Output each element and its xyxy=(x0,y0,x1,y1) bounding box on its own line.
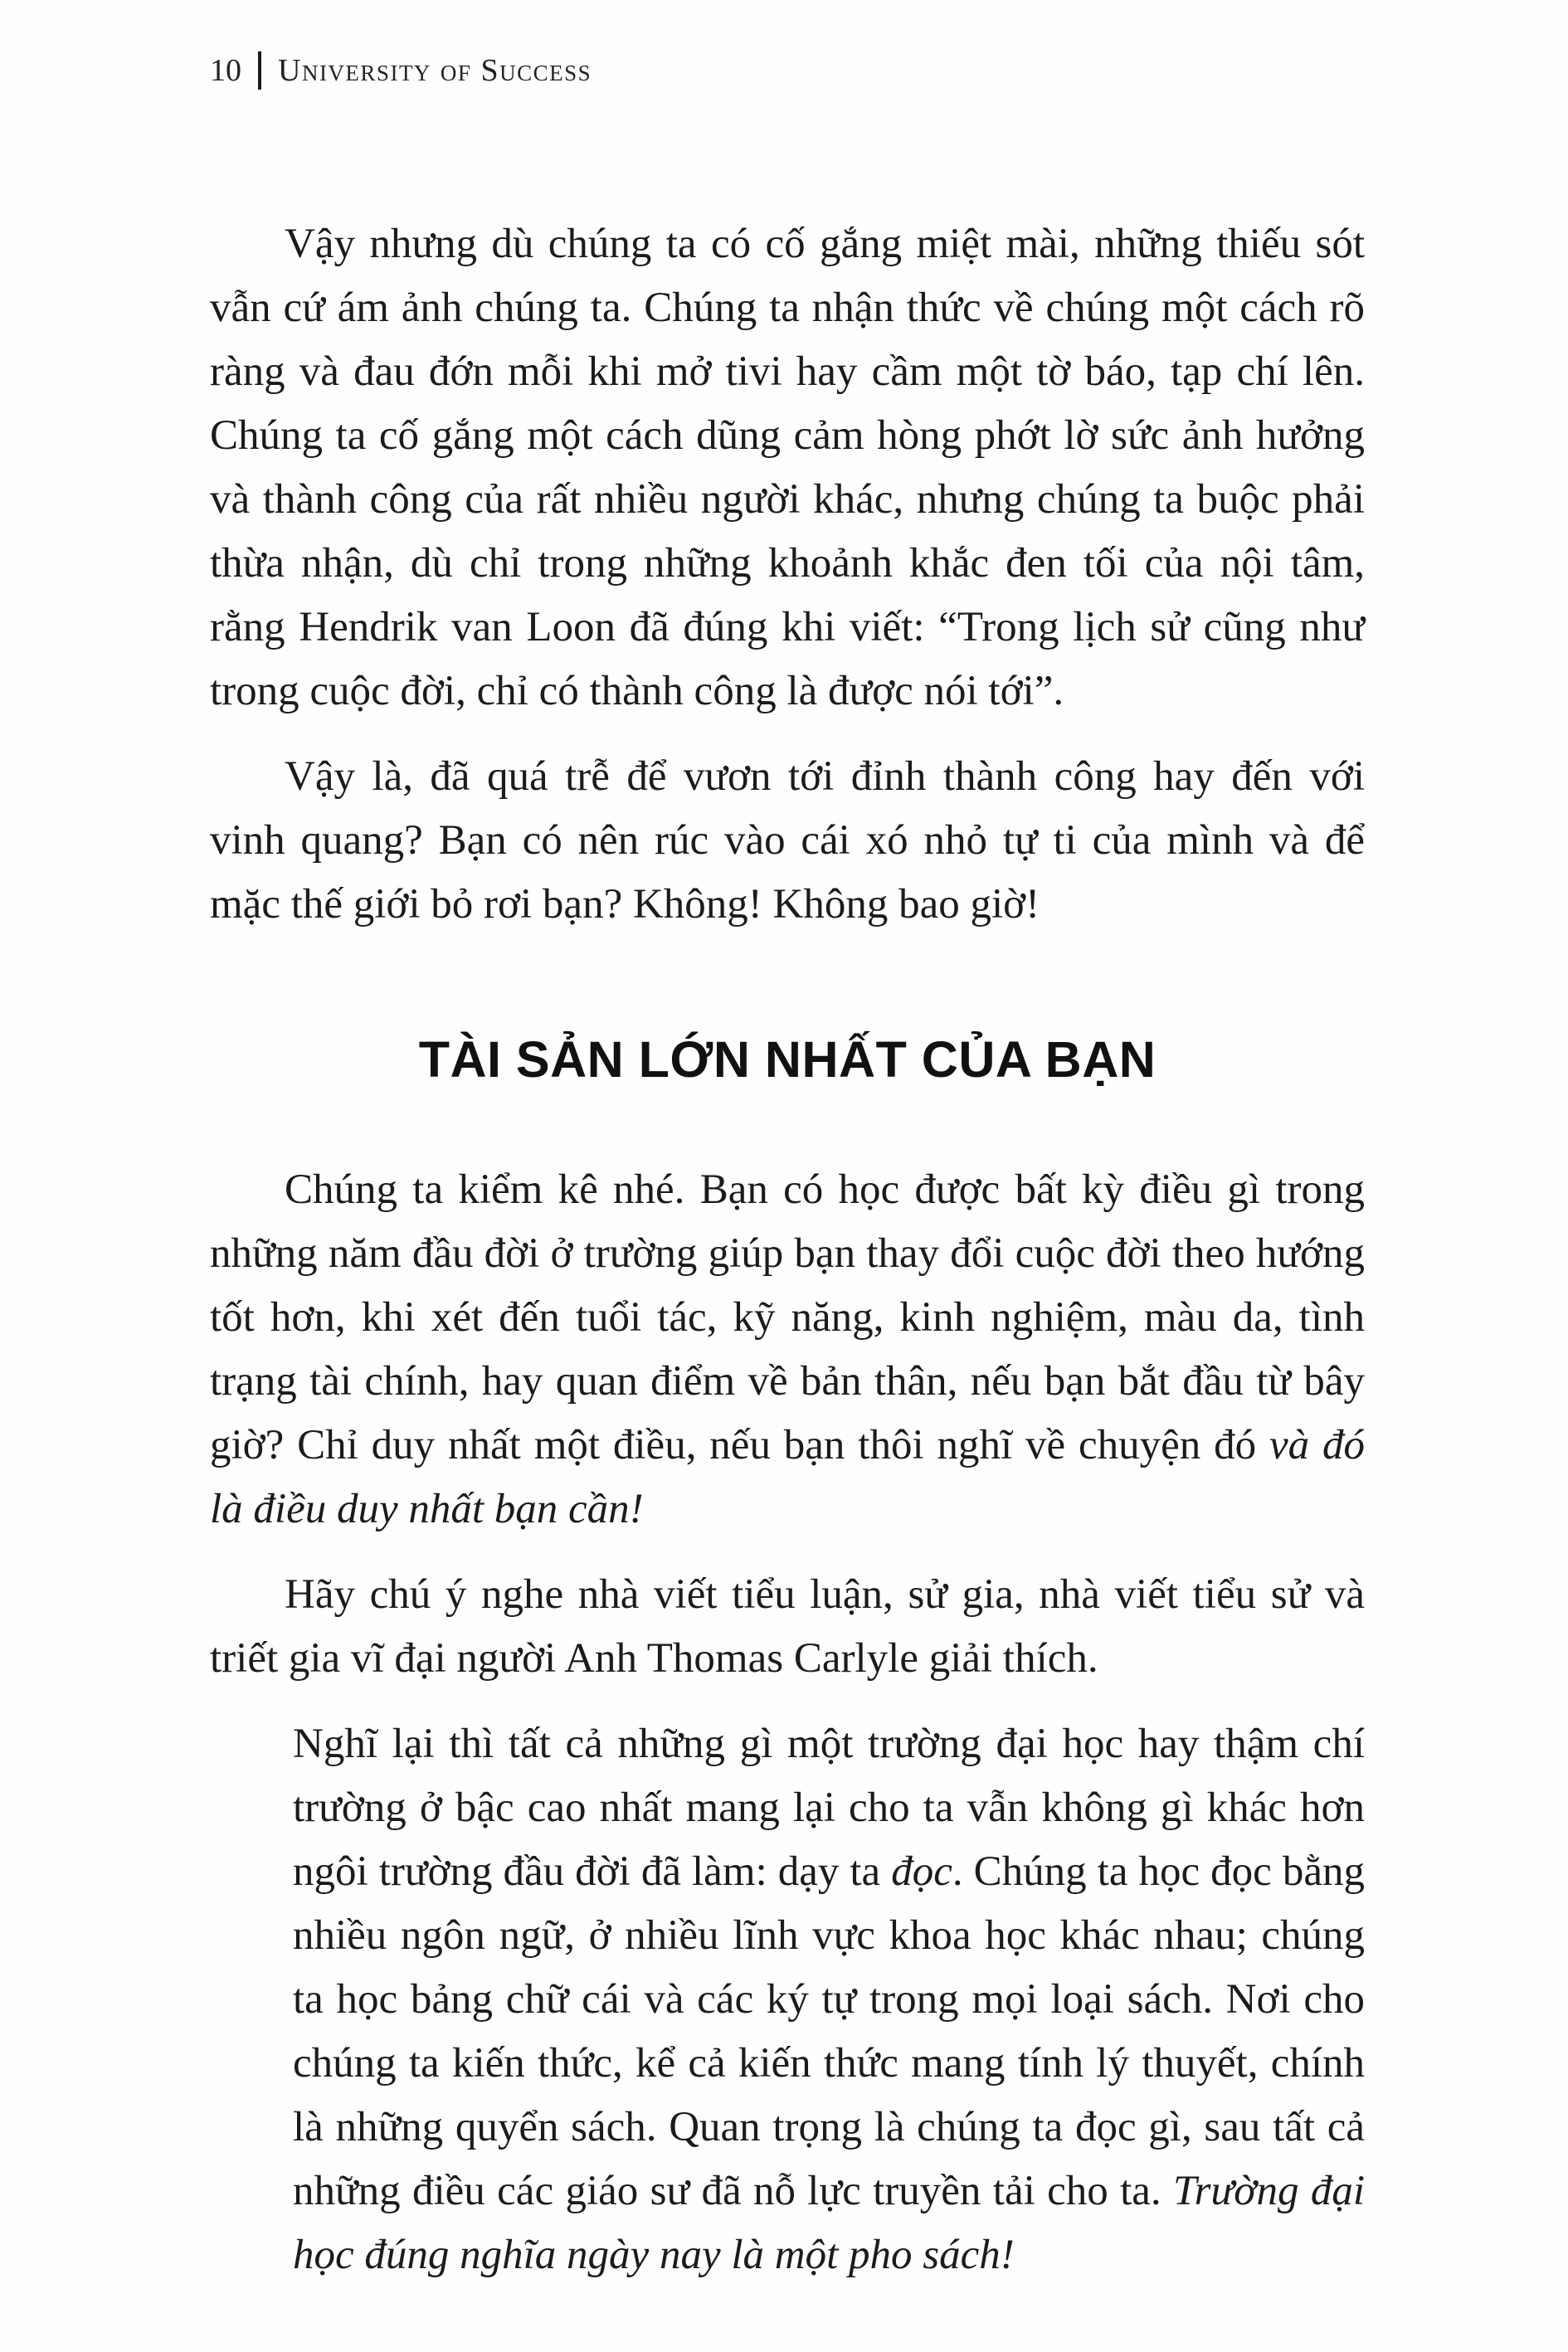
paragraph xyxy=(210,1563,1365,1691)
page-header xyxy=(210,51,1365,90)
section-heading xyxy=(210,1030,1365,1090)
text-run: Vậy nhưng dù chúng ta có cố gắng miệt mài, những thiếu sót vẫn cứ ám ảnh chúng ta. Chúng ta nhận thức về chúng một cách rõ ràng và đau đớn mỗi khi mở tivi hay cầm một tờ báo, tạp chí lên. Chúng ta cố gắng một cách dũng cảm hòng phớt lờ sức ảnh hưởng và thành công của rất nhiều người khác, nhưng chúng ta buộc phải thừa nhận, dù chỉ trong những khoảnh khắc đen tối của nội tâm, rằng Hendrik van Loon đã đúng khi viết: “Trong lịch sử cũng như trong cuộc đời, chỉ có thành công là được nói tới”. xyxy=(210,221,1365,714)
text-run: Nghĩ lại thì tất cả những gì một trường đại học hay thậm chí trường ở bậc cao nhất mang lại cho ta vẫn không gì khác hơn ngôi trường đầu đời đã làm: dạy ta xyxy=(293,1721,1365,1896)
text-run: đọc xyxy=(891,1848,952,1896)
page-number: 10 xyxy=(210,53,241,88)
header-divider xyxy=(258,51,261,90)
page-content xyxy=(210,212,1365,2287)
text-run: TÀI SẢN LỚN NHẤT CỦA BẠN xyxy=(418,1031,1157,1088)
running-title: University of Success xyxy=(278,53,592,88)
paragraph xyxy=(210,212,1365,723)
paragraph xyxy=(210,745,1365,937)
text-run: . Chúng ta học đọc bằng nhiều ngôn ngữ, ở nhiều lĩnh vực khoa học khác nhau; chúng ta học bảng chữ cái và các ký tự trong mọi loại sách. Nơi cho chúng ta kiến thức, kể cả kiến thức mang tính lý thuyết, chính là những quyển sách. Quan trọng là chúng ta đọc gì, sau tất cả những điều các giáo sư đã nỗ lực truyền tải cho ta. xyxy=(293,1848,1365,2215)
text-run: Chúng ta kiểm kê nhé. Bạn có học được bất kỳ điều gì trong những năm đầu đời ở trường giúp bạn thay đổi cuộc đời theo hướng tốt hơn, khi xét đến tuổi tác, kỹ năng, kinh nghiệm, màu da, tình trạng tài chính, hay quan điểm về bản thân, nếu bạn bắt đầu từ bây giờ? Chỉ duy nhất một điều, nếu bạn thôi nghĩ về chuyện đó xyxy=(210,1166,1365,1469)
text-run: Vậy là, đã quá trễ để vươn tới đỉnh thành công hay đến với vinh quang? Bạn có nên rúc vào cái xó nhỏ tự ti của mình và để mặc thế giới bỏ rơi bạn? Không! Không bao giờ! xyxy=(210,753,1365,928)
text-run: Trường đại học đúng nghĩa ngày nay là một pho sách! xyxy=(293,2168,1365,2279)
paragraph xyxy=(210,1158,1365,1541)
text-run: và đó là điều duy nhất bạn cần! xyxy=(210,1422,1365,1533)
block-quote xyxy=(293,1712,1365,2287)
text-run: Hãy chú ý nghe nhà viết tiểu luận, sử gia, nhà viết tiểu sử và triết gia vĩ đại người Anh Thomas Carlyle giải thích. xyxy=(210,1571,1365,1682)
